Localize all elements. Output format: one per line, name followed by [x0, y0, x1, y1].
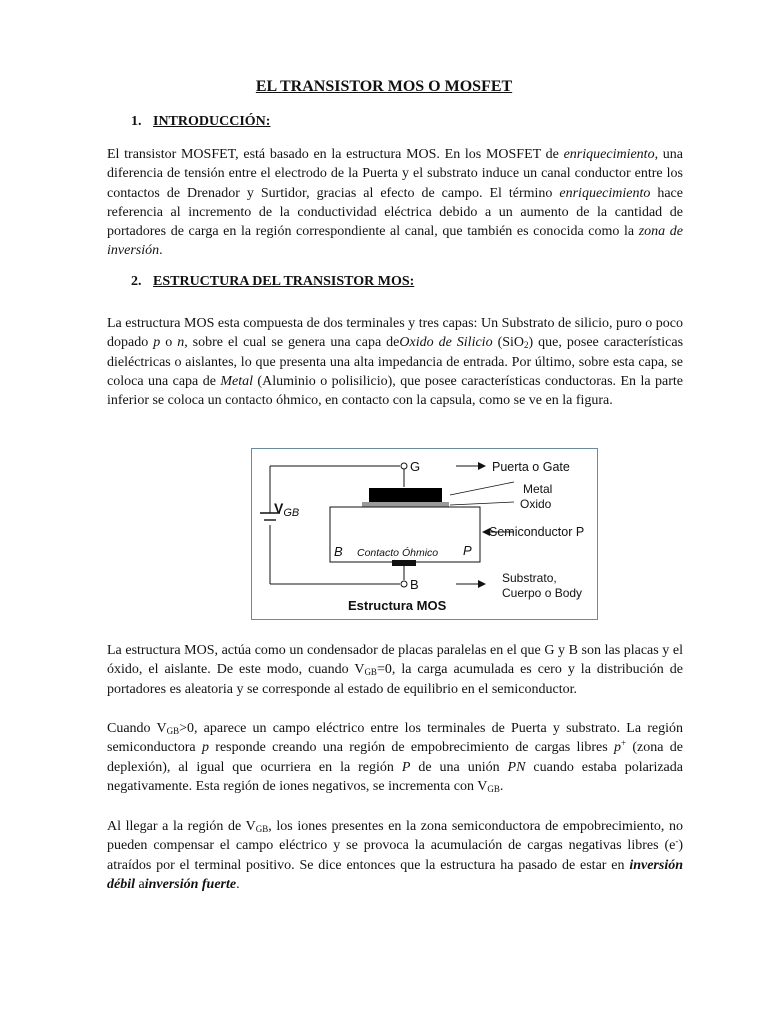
text-run: , los iones presentes en la zona semiconductora de empobrecimiento, no pueden compensar el campo eléctrico y se provoca la acumulación de cargas negativas libres (e — [107, 819, 683, 854]
text-run: p — [201, 740, 209, 756]
text-run: zona de inversión — [107, 224, 683, 259]
paragraph-inversion — [107, 817, 683, 894]
section-title: INTRODUCCIÓN: — [153, 114, 271, 129]
text-run: cuando estaba polarizada negativamente. Esta región de iones negativos, se incrementa con V — [107, 759, 683, 794]
mos-structure-diagram — [252, 449, 597, 619]
section-number: 1. — [131, 114, 142, 129]
text-run: enriquecimiento — [559, 185, 651, 201]
text-run: inversión fuerte — [144, 876, 237, 892]
paragraph-campo-electrico — [107, 719, 683, 796]
text-run: enriquecimiento — [563, 147, 655, 162]
text-run: ) que, posee características dieléctricas o aislantes, lo que presenta una alta impedancia de entrada. Por último, sobre esta capa, se coloca una capa de — [107, 335, 684, 389]
text-run: p — [613, 740, 621, 756]
text-run: - — [675, 836, 679, 847]
text-run: n — [177, 335, 185, 351]
figure-caption: Estructura MOS — [348, 598, 447, 613]
body-arrowhead — [478, 580, 486, 588]
gate-description-label: Puerta o Gate — [492, 460, 570, 474]
text-run: GB — [166, 726, 180, 736]
section-number: 2. — [131, 274, 142, 289]
text-run: o — [160, 335, 178, 351]
metal-label: Metal — [523, 482, 553, 496]
oxide-pointer — [450, 502, 514, 505]
text-run: , sobre el cual se genera una capa de — [184, 335, 400, 351]
metal-layer — [369, 488, 442, 502]
text-run: , una diferencia de tensión entre el electrodo de la Puerta y el substrato induce un canal conductor entre los contactos de Drenador y Surtidor, gracias al efecto de campo. El término — [107, 147, 684, 201]
paragraph-introduccion — [107, 145, 683, 261]
text-run: PN — [507, 759, 526, 775]
text-run: (Aluminio o polisilicio), que posee características conductoras. En la parte inferior se coloca un contacto óhmico, en contacto con la capsula, como se ve en la figura. — [107, 373, 683, 409]
gate-terminal — [401, 463, 407, 469]
text-run: (SiO — [492, 335, 525, 351]
text-run: a — [135, 876, 145, 892]
document-title: EL TRANSISTOR MOS O MOSFET — [255, 78, 513, 95]
text-run: hace referencia al incremento de la conductividad eléctrica debido a un aumento de la cantidad de portadores de carga en la región correspondiente al canal, que también es conocida como la — [107, 185, 683, 240]
voltage-label: $V_{GB}$ — [274, 500, 300, 519]
paragraph-condensador — [107, 641, 683, 699]
oxide-layer — [362, 502, 449, 507]
text-run: 2 — [524, 340, 529, 351]
text-run: La estructura MOS, actúa como un condensador de placas paralelas en el que G y B son las placas y el óxido, el aislante. De este modo, cuando V — [107, 643, 683, 678]
contacto-ohmico-label: Contacto Óhmico — [357, 547, 439, 559]
body-terminal — [401, 581, 407, 587]
text-run: (zona de deplexión), al igual que ocurriera en la región — [107, 740, 684, 775]
text-run: responde creando una región de empobrecimiento de cargas libres — [208, 740, 614, 756]
text-run: Cuando V — [107, 721, 167, 736]
text-run: . — [499, 778, 504, 794]
text-run: Metal — [220, 373, 253, 389]
text-run: . — [159, 243, 163, 259]
substrato-label: Substrato, — [502, 571, 557, 585]
ohmic-contact — [392, 560, 416, 566]
text-run: inversión débil — [107, 857, 683, 892]
text-run: P — [401, 759, 411, 775]
semiconductor-label: Semiconductor P — [489, 525, 585, 539]
paragraph-estructura — [107, 314, 683, 410]
text-run: La estructura MOS esta compuesta de dos terminales y tres capas: Un Substrato de silicio, puro o poco dopado — [107, 316, 683, 351]
text-run: . — [236, 876, 240, 892]
text-run: + — [620, 738, 627, 749]
p-region-label: P — [463, 543, 472, 558]
b-left-label: B — [334, 544, 343, 559]
text-run: GB — [364, 667, 377, 678]
text-run: >0, aparece un campo eléctrico entre los terminales de Puerta y substrato. La región semiconductora — [107, 721, 683, 756]
text-run: GB — [487, 783, 500, 794]
metal-pointer — [450, 482, 514, 495]
section-title: ESTRUCTURA DEL TRANSISTOR MOS: — [153, 274, 415, 289]
text-run: El transistor MOSFET, está basado en la estructura MOS. En los MOSFET de — [107, 147, 564, 162]
text-run: ) atraídos por el terminal positivo. Se dice entonces que la estructura ha pasado de estar en — [107, 838, 683, 873]
text-run: Al llegar a la región de V — [107, 819, 256, 834]
section-heading-estructura — [131, 274, 414, 290]
text-run: GB — [255, 824, 269, 834]
gate-letter-label: G — [410, 459, 421, 474]
text-run: de una unión — [410, 759, 508, 775]
oxido-label: Oxido — [520, 497, 552, 511]
text-run: p — [153, 335, 161, 351]
cuerpo-body-label: Cuerpo o Body — [502, 586, 583, 600]
body-letter-label: B — [410, 577, 419, 592]
text-run: Oxido de Silicio — [399, 335, 493, 351]
gate-arrowhead — [478, 462, 486, 470]
mos-structure-figure — [251, 448, 598, 620]
text-run: =0, la carga acumulada es cero y la distribución de portadores es aleatoria y se corresponde al estado de equilibrio en el semiconductor. — [107, 662, 683, 697]
section-heading-introduccion — [131, 114, 270, 130]
